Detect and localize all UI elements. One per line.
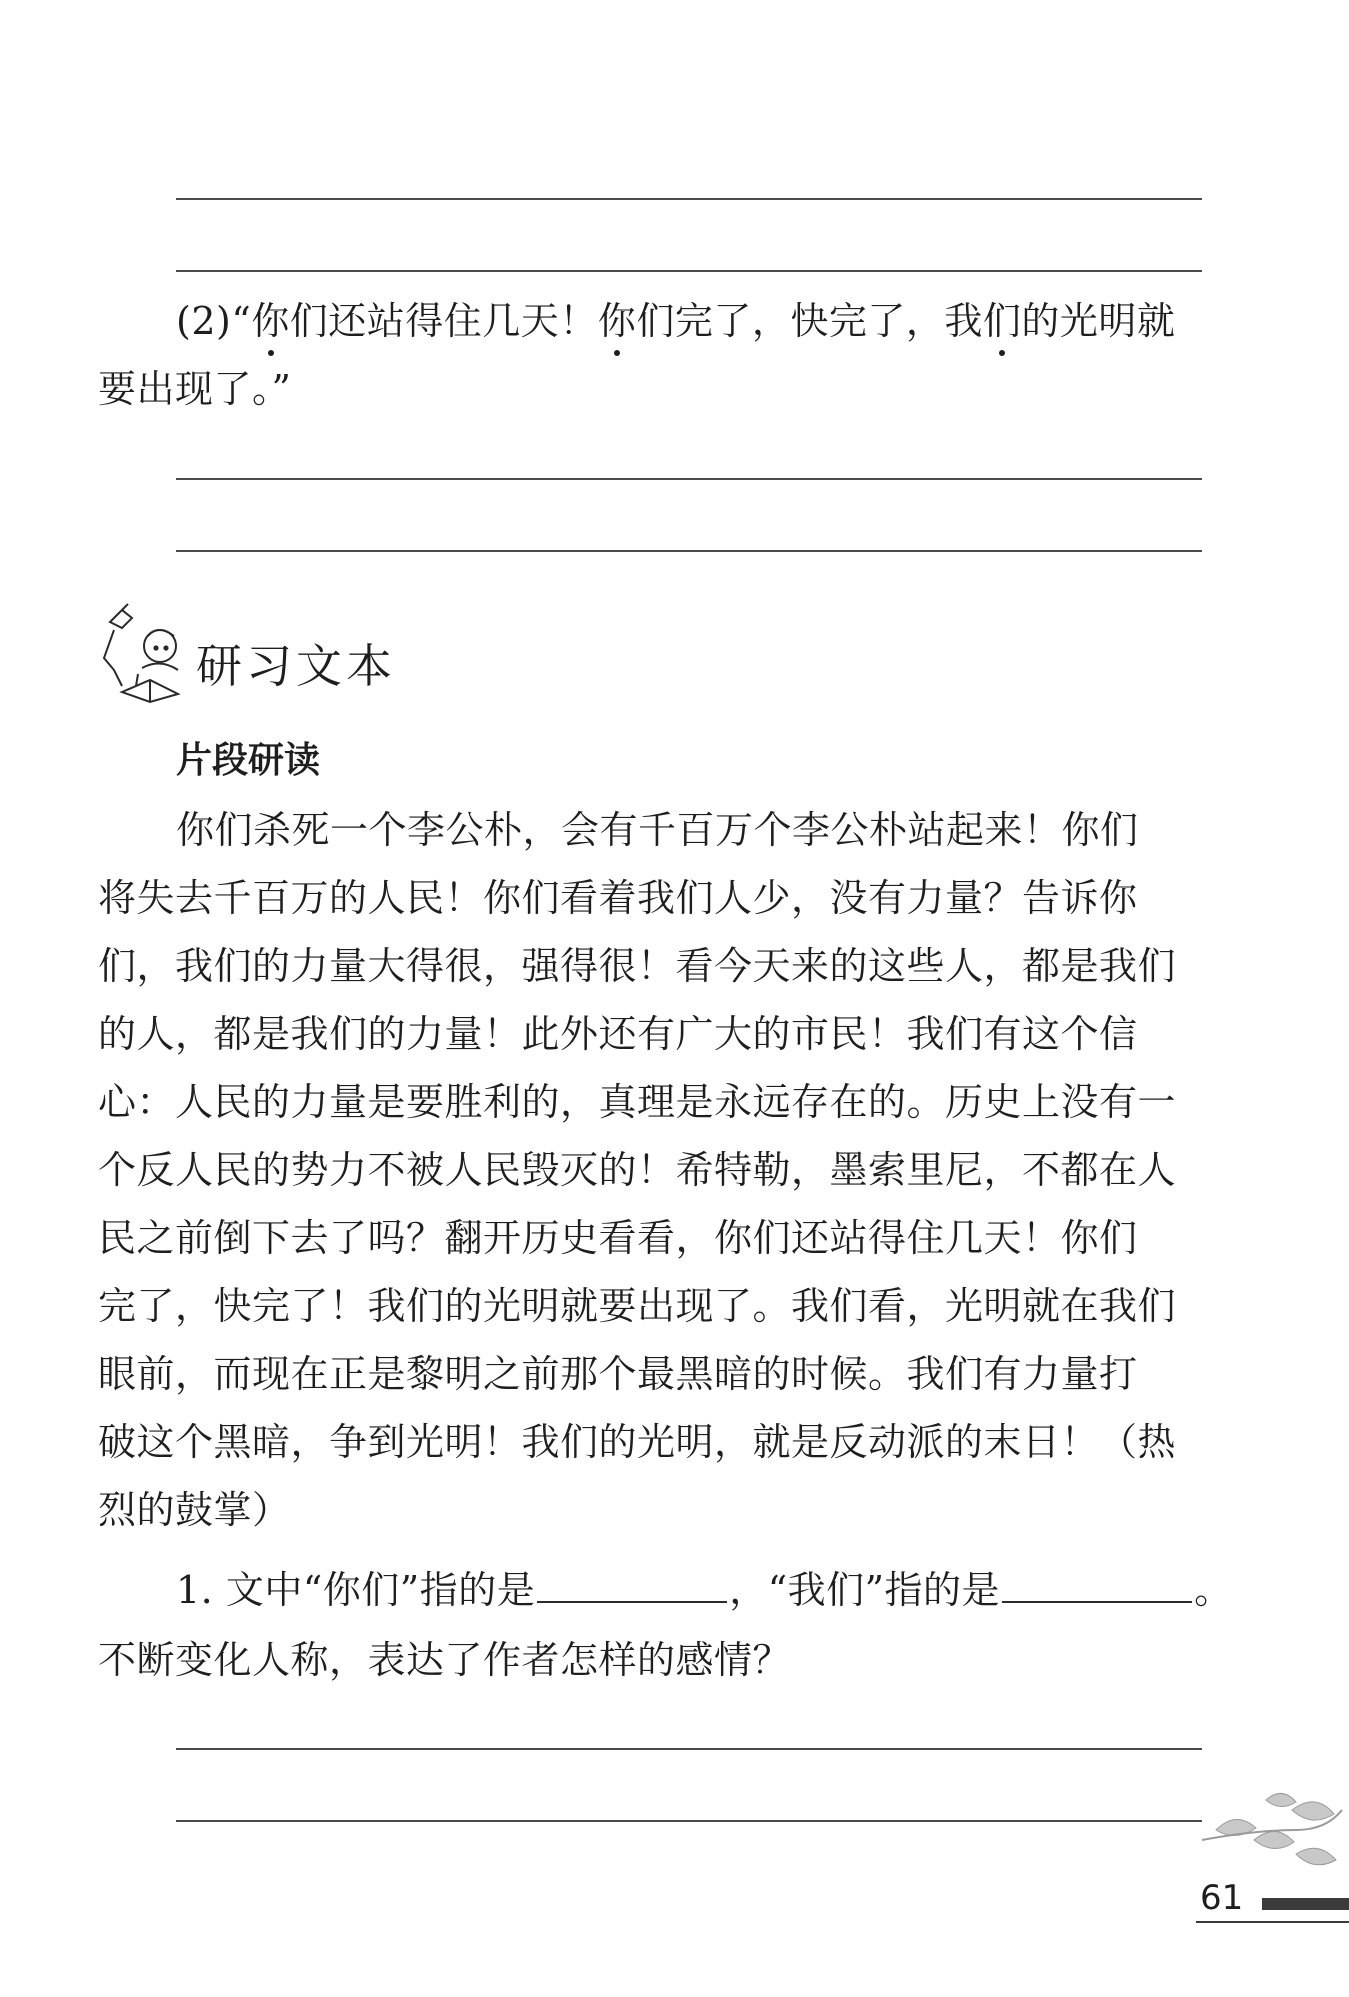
excerpt-line: 破这个黑暗，争到光明！我们的光明，就是反动派的末日！（热 — [98, 1420, 1177, 1464]
question-2-line-1 — [176, 296, 1202, 346]
excerpt-line: 的人，都是我们的力量！此外还有广大的市民！我们有这个信 — [98, 1012, 1138, 1056]
answer-line[interactable] — [176, 198, 1202, 200]
question-2-line-2: 要出现了。” — [98, 367, 292, 411]
q2-emphasis-char: 你 — [251, 296, 290, 346]
q2-text: 们完了，快完了，我 — [636, 299, 983, 343]
excerpt-heading: 片段研读 — [176, 740, 321, 781]
student-reading-lamp-icon — [92, 596, 202, 706]
excerpt-line: 个反人民的势力不被人民毁灭的！希特勒，墨索里尼，不都在人 — [98, 1148, 1177, 1192]
excerpt-line: 民之前倒下去了吗？翻开历史看看，你们还站得住几天！你们 — [98, 1216, 1138, 1260]
excerpt-line: 们，我们的力量大得很，强得很！看今天来的这些人，都是我们 — [98, 944, 1177, 988]
answer-line[interactable] — [176, 478, 1202, 480]
q2-emphasis-char: 你 — [598, 296, 637, 346]
fill-blank[interactable] — [537, 1571, 727, 1603]
q2-text: 们还站得住几天！ — [289, 299, 598, 343]
excerpt-line: 完了，快完了！我们的光明就要出现了。我们看，光明就在我们 — [98, 1284, 1177, 1328]
section-title: 研习文本 — [196, 639, 396, 693]
question-1-line-1 — [176, 1565, 1233, 1615]
page-number-underline — [1196, 1921, 1349, 1923]
page-number-bar — [1262, 1898, 1349, 1910]
q1-text: ，“我们”指的是 — [729, 1568, 1001, 1612]
answer-line[interactable] — [176, 270, 1202, 272]
q2-text: 的光明就 — [1021, 299, 1176, 343]
question-1-line-2: 不断变化人称，表达了作者怎样的感情？ — [98, 1638, 792, 1682]
excerpt-line: 你们杀死一个李公朴，会有千百万个李公朴站起来！你们 — [176, 808, 1139, 852]
excerpt-line: 眼前，而现在正是黎明之前那个最黑暗的时候。我们有力量打 — [98, 1352, 1138, 1396]
leaf-vine-icon — [1196, 1770, 1346, 1880]
excerpt-line: 烈的鼓掌） — [98, 1488, 291, 1532]
q1-text: 1. 文中“你们”指的是 — [176, 1568, 536, 1612]
page-number: 61 — [1200, 1878, 1244, 1918]
q1-text: 。 — [1194, 1568, 1233, 1612]
answer-line[interactable] — [176, 550, 1202, 552]
answer-line[interactable] — [176, 1820, 1202, 1822]
excerpt-line: 心：人民的力量是要胜利的，真理是永远存在的。历史上没有一 — [98, 1080, 1177, 1124]
fill-blank[interactable] — [1002, 1571, 1192, 1603]
answer-line[interactable] — [176, 1748, 1202, 1750]
q2-emphasis-char: 们 — [983, 296, 1022, 346]
excerpt-line: 将失去千百万的人民！你们看着我们人少，没有力量？告诉你 — [98, 876, 1138, 920]
q2-text: (2)“ — [176, 299, 252, 343]
